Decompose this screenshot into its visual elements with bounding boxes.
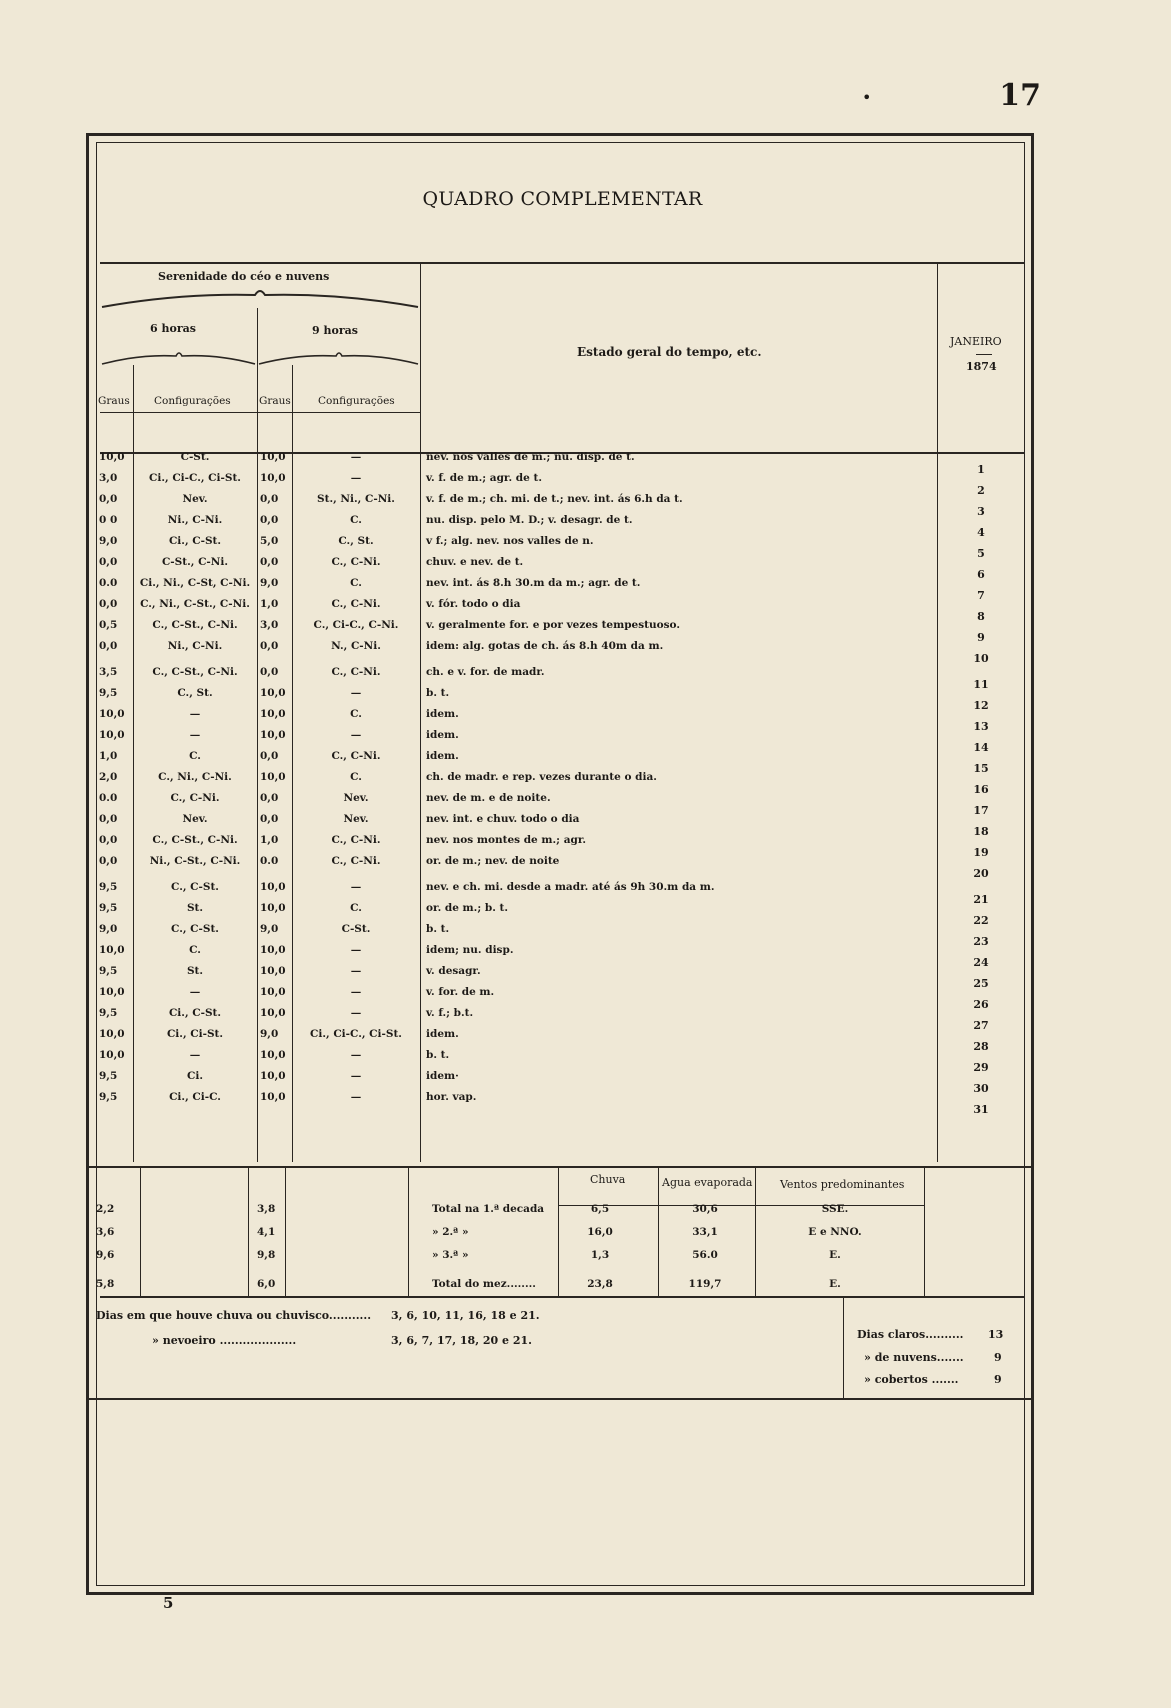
- summary-graus-6h: 5,8: [96, 1278, 115, 1290]
- row-graus-9h: 10,0: [260, 881, 286, 893]
- row-estado-geral: b. t.: [426, 923, 450, 935]
- row-estado-geral: idem.: [426, 1028, 459, 1040]
- row-graus-6h: 9,5: [99, 687, 118, 699]
- row-graus-6h: 9,0: [99, 923, 118, 935]
- row-config-6h: —: [189, 729, 201, 741]
- de-nuvens-label: » de nuvens.......: [864, 1351, 964, 1364]
- row-estado-geral: v. geralmente for. e por vezes tempestuoso.: [426, 619, 681, 631]
- row-estado-geral: ch. de madr. e rep. vezes durante o dia.: [426, 771, 657, 783]
- row-graus-9h: 10,0: [260, 729, 286, 741]
- row-config-6h: St.: [186, 902, 204, 914]
- footer-bottom-rule: [86, 1398, 1034, 1400]
- row-graus-6h: 9,5: [99, 1091, 118, 1103]
- row-day-number: 2: [977, 484, 985, 497]
- row-day-number: 26: [973, 998, 989, 1011]
- row-estado-geral: nev. de m. e de noite.: [426, 792, 551, 804]
- row-graus-9h: 0,0: [260, 666, 279, 678]
- summary-vento: E e NNO.: [808, 1226, 862, 1238]
- row-day-number: 17: [973, 804, 989, 817]
- row-config-9h: C., St.: [338, 535, 374, 547]
- summary-chuva: 16,0: [587, 1226, 613, 1238]
- row-graus-6h: 10,0: [99, 944, 125, 956]
- page-dot-mark: •: [862, 88, 872, 107]
- row-estado-geral: nev. nos valles de m.; nu. disp. de t.: [426, 451, 635, 463]
- row-day-number: 24: [973, 956, 989, 969]
- row-graus-9h: 9,0: [260, 1028, 279, 1040]
- row-graus-9h: 0.0: [260, 855, 279, 867]
- row-config-9h: C.: [350, 771, 362, 783]
- row-estado-geral: idem.: [426, 750, 459, 762]
- summary-label: Total na 1.ª decada: [432, 1203, 545, 1215]
- summary-chuva: 1,3: [590, 1249, 610, 1261]
- row-config-9h: C., C-Ni.: [331, 855, 381, 867]
- row-config-9h: C., C-Ni.: [331, 556, 381, 568]
- row-estado-geral: ch. e v. for. de madr.: [426, 666, 545, 678]
- row-estado-geral: or. de m.; b. t.: [426, 902, 509, 914]
- row-config-6h: —: [189, 708, 201, 720]
- row-config-6h: C., St.: [177, 687, 213, 699]
- sum-rule-7: [755, 1166, 756, 1296]
- summary-chuva: 6,5: [590, 1203, 610, 1215]
- sum-rule-5: [558, 1166, 559, 1296]
- header-year: 1874: [966, 360, 997, 373]
- dias-claros-value: 13: [988, 1328, 1004, 1341]
- row-day-number: 22: [973, 914, 989, 927]
- summary-label: » 3.ª »: [432, 1249, 469, 1261]
- cobertos-value: 9: [994, 1373, 1002, 1386]
- row-config-6h: C.: [189, 750, 201, 762]
- row-config-6h: Nev.: [182, 813, 208, 825]
- row-day-number: 1: [977, 463, 985, 476]
- sum-rule-8: [924, 1166, 925, 1296]
- row-day-number: 6: [977, 568, 985, 581]
- row-day-number: 18: [973, 825, 989, 838]
- row-graus-9h: 0,0: [260, 493, 279, 505]
- row-config-9h: —: [350, 965, 362, 977]
- row-graus-9h: 0,0: [260, 792, 279, 804]
- row-day-number: 25: [973, 977, 989, 990]
- brace-serenidade: [100, 287, 420, 309]
- de-nuvens-value: 9: [994, 1351, 1002, 1364]
- row-graus-6h: 0,0: [99, 855, 118, 867]
- month-underline: [976, 354, 992, 355]
- row-config-6h: Ci., C-St.: [168, 535, 222, 547]
- row-config-9h: —: [350, 729, 362, 741]
- row-config-9h: N., C-Ni.: [331, 640, 381, 652]
- row-config-9h: —: [350, 472, 362, 484]
- row-graus-9h: 10,0: [260, 451, 286, 463]
- row-graus-9h: 0,0: [260, 640, 279, 652]
- summary-label: » 2.ª »: [432, 1226, 469, 1238]
- summary-graus-9h: 3,8: [257, 1203, 276, 1215]
- row-day-number: 30: [973, 1082, 989, 1095]
- summary-agua-evaporada: 119,7: [688, 1278, 722, 1290]
- row-config-9h: C.: [350, 577, 362, 589]
- row-estado-geral: v. f.; b.t.: [426, 1007, 474, 1019]
- row-day-number: 27: [973, 1019, 989, 1032]
- row-estado-geral: v. desagr.: [426, 965, 481, 977]
- row-estado-geral: nu. disp. pelo M. D.; v. desagr. de t.: [426, 514, 633, 526]
- footer-nevoeiro-days: 3, 6, 7, 17, 18, 20 e 21.: [391, 1334, 532, 1347]
- row-config-9h: St., Ni., C-Ni.: [317, 493, 395, 505]
- row-graus-9h: 10,0: [260, 1049, 286, 1061]
- brace-9-horas: [257, 350, 420, 366]
- col-rule-9h: [257, 308, 258, 1162]
- row-estado-geral: v. f. de m.; agr. de t.: [426, 472, 542, 484]
- row-day-number: 9: [977, 631, 985, 644]
- row-config-9h: —: [350, 944, 362, 956]
- row-day-number: 23: [973, 935, 989, 948]
- row-graus-9h: 0,0: [260, 514, 279, 526]
- row-graus-6h: 0,0: [99, 493, 118, 505]
- row-estado-geral: chuv. e nev. de t.: [426, 556, 524, 568]
- row-day-number: 21: [973, 893, 989, 906]
- summary-bottom-rule: [100, 1296, 1025, 1298]
- row-graus-6h: 9,5: [99, 881, 118, 893]
- row-graus-6h: 10,0: [99, 1049, 125, 1061]
- row-estado-geral: v. fór. todo o dia: [426, 598, 521, 610]
- page-title: QUADRO COMPLEMENTAR: [422, 188, 703, 210]
- page-number: 17: [999, 78, 1041, 113]
- col-rule-graus6: [133, 365, 134, 1162]
- summary-graus-6h: 3,6: [96, 1226, 115, 1238]
- row-graus-9h: 10,0: [260, 965, 286, 977]
- row-graus-6h: 1,0: [99, 750, 118, 762]
- row-graus-6h: 9,5: [99, 1070, 118, 1082]
- row-config-9h: —: [350, 881, 362, 893]
- sum-rule-6: [658, 1166, 659, 1296]
- row-config-9h: —: [350, 1007, 362, 1019]
- footer-chuva-label: Dias em que houve chuva ou chuvisco...........: [96, 1309, 372, 1322]
- row-config-6h: Ci., Ni., C-St, C-Ni.: [139, 577, 251, 589]
- summary-graus-6h: 2,2: [96, 1203, 115, 1215]
- row-graus-9h: 10,0: [260, 708, 286, 720]
- row-config-9h: —: [350, 1070, 362, 1082]
- row-graus-9h: 5,0: [260, 535, 279, 547]
- summary-agua-evaporada: 30,6: [692, 1203, 718, 1215]
- row-graus-6h: 0,0: [99, 556, 118, 568]
- summary-top-rule: [86, 1166, 1034, 1168]
- header-chuva: Chuva: [590, 1173, 626, 1186]
- header-month: JANEIRO: [950, 335, 1002, 348]
- row-config-6h: C., C-St.: [171, 923, 219, 935]
- row-estado-geral: b. t.: [426, 1049, 450, 1061]
- row-estado-geral: v f.; alg. nev. nos valles de n.: [426, 535, 594, 547]
- row-graus-9h: 10,0: [260, 771, 286, 783]
- row-config-6h: C., C-St., C-Ni.: [152, 666, 238, 678]
- footer-nevoeiro-label: » nevoeiro ....................: [152, 1334, 297, 1347]
- row-graus-6h: 0.0: [99, 577, 118, 589]
- cobertos-label: » cobertos .......: [864, 1373, 959, 1386]
- header-graus-6h: Graus: [98, 395, 130, 407]
- summary-chuva: 23,8: [587, 1278, 613, 1290]
- row-day-number: 5: [977, 547, 985, 560]
- row-graus-9h: 1,0: [260, 834, 279, 846]
- row-graus-9h: 10,0: [260, 687, 286, 699]
- summary-vento: E.: [829, 1249, 841, 1261]
- row-config-9h: C.: [350, 708, 362, 720]
- row-config-9h: C., C-Ni.: [331, 666, 381, 678]
- row-day-number: 8: [977, 610, 985, 623]
- row-config-9h: —: [350, 451, 362, 463]
- row-estado-geral: v. for. de m.: [426, 986, 495, 998]
- row-graus-9h: 10,0: [260, 472, 286, 484]
- row-graus-6h: 10,0: [99, 986, 125, 998]
- subheader-rule: [100, 412, 420, 413]
- row-estado-geral: idem.: [426, 729, 459, 741]
- header-serenidade: Serenidade do céo e nuvens: [158, 270, 330, 283]
- row-config-6h: C-St.: [180, 451, 210, 463]
- sum-rule-4: [408, 1166, 409, 1296]
- row-day-number: 7: [977, 589, 985, 602]
- row-config-6h: Ci., Ci-C.: [169, 1091, 221, 1103]
- row-graus-9h: 10,0: [260, 1070, 286, 1082]
- row-estado-geral: b. t.: [426, 687, 450, 699]
- row-estado-geral: idem: alg. gotas de ch. ás 8.h 40m da m.: [426, 640, 664, 652]
- row-graus-6h: 0,5: [99, 619, 118, 631]
- row-config-9h: C.: [350, 514, 362, 526]
- row-config-6h: Ci., Ci-St.: [166, 1028, 224, 1040]
- row-graus-9h: 10,0: [260, 944, 286, 956]
- row-day-number: 19: [973, 846, 989, 859]
- row-config-6h: Nev.: [182, 493, 208, 505]
- footer-chuva-days: 3, 6, 10, 11, 16, 18 e 21.: [391, 1309, 540, 1322]
- sum-rule-1: [140, 1166, 141, 1296]
- col-rule-estado: [420, 262, 421, 1162]
- row-graus-6h: 10,0: [99, 729, 125, 741]
- row-graus-6h: 0,0: [99, 598, 118, 610]
- row-config-6h: C., C-St., C-Ni.: [152, 834, 238, 846]
- header-ventos: Ventos predominantes: [780, 1178, 905, 1191]
- row-graus-6h: 0 0: [99, 514, 118, 526]
- row-config-6h: C., C-St.: [171, 881, 219, 893]
- row-config-9h: C., Ci-C., C-Ni.: [313, 619, 399, 631]
- row-day-number: 4: [977, 526, 985, 539]
- row-config-6h: Ci., C-St.: [168, 1007, 222, 1019]
- row-graus-6h: 9,0: [99, 535, 118, 547]
- header-graus-9h: Graus: [259, 395, 291, 407]
- row-estado-geral: nev. int. ás 8.h 30.m da m.; agr. de t.: [426, 577, 641, 589]
- row-config-6h: C., C-St., C-Ni.: [152, 619, 238, 631]
- row-graus-9h: 10,0: [260, 1091, 286, 1103]
- col-rule-day: [937, 262, 938, 1162]
- row-config-6h: Ni., C-Ni.: [167, 640, 223, 652]
- summary-graus-9h: 9,8: [257, 1249, 276, 1261]
- footer-counts-rule: [843, 1298, 844, 1398]
- summary-graus-9h: 6,0: [257, 1278, 276, 1290]
- row-config-9h: —: [350, 986, 362, 998]
- row-day-number: 14: [973, 741, 989, 754]
- row-day-number: 31: [973, 1103, 989, 1116]
- row-estado-geral: v. f. de m.; ch. mi. de t.; nev. int. ás 6.h da t.: [426, 493, 683, 505]
- row-graus-6h: 10,0: [99, 1028, 125, 1040]
- row-graus-6h: 10,0: [99, 451, 125, 463]
- row-day-number: 3: [977, 505, 985, 518]
- row-day-number: 11: [973, 678, 989, 691]
- sum-rule-2: [248, 1166, 249, 1296]
- row-config-6h: C., Ni., C-St., C-Ni.: [140, 598, 250, 610]
- row-graus-9h: 0,0: [260, 556, 279, 568]
- row-day-number: 29: [973, 1061, 989, 1074]
- row-config-6h: C., C-Ni.: [170, 792, 220, 804]
- row-estado-geral: idem·: [426, 1070, 459, 1082]
- row-graus-9h: 1,0: [260, 598, 279, 610]
- row-graus-6h: 0,0: [99, 813, 118, 825]
- row-graus-9h: 10,0: [260, 902, 286, 914]
- col-rule-graus9: [292, 365, 293, 1162]
- row-config-6h: Ci., Ci-C., Ci-St.: [149, 472, 241, 484]
- row-config-9h: C., C-Ni.: [331, 598, 381, 610]
- header-9-horas: 9 horas: [312, 324, 358, 337]
- row-estado-geral: nev. int. e chuv. todo o dia: [426, 813, 580, 825]
- row-graus-6h: 10,0: [99, 708, 125, 720]
- header-top-rule: [100, 262, 1025, 264]
- row-graus-6h: 9,5: [99, 965, 118, 977]
- row-config-9h: C.: [350, 902, 362, 914]
- row-day-number: 16: [973, 783, 989, 796]
- row-config-6h: —: [189, 1049, 201, 1061]
- row-graus-9h: 10,0: [260, 986, 286, 998]
- row-config-6h: —: [189, 986, 201, 998]
- row-graus-6h: 3,0: [99, 472, 118, 484]
- row-graus-6h: 0,0: [99, 834, 118, 846]
- row-day-number: 28: [973, 1040, 989, 1053]
- leaf-mark: 5: [163, 1594, 174, 1612]
- row-config-9h: Nev.: [343, 813, 369, 825]
- row-config-9h: —: [350, 1049, 362, 1061]
- row-graus-9h: 9,0: [260, 577, 279, 589]
- summary-graus-6h: 9,6: [96, 1249, 115, 1261]
- row-day-number: 15: [973, 762, 989, 775]
- row-config-9h: C-St.: [341, 923, 371, 935]
- row-day-number: 13: [973, 720, 989, 733]
- summary-vento: E.: [829, 1278, 841, 1290]
- row-day-number: 10: [973, 652, 989, 665]
- row-config-6h: Ni., C-Ni.: [167, 514, 223, 526]
- row-config-9h: —: [350, 1091, 362, 1103]
- row-estado-geral: idem.: [426, 708, 459, 720]
- row-graus-6h: 2,0: [99, 771, 118, 783]
- header-config-6h: Configurações: [154, 395, 231, 407]
- summary-graus-9h: 4,1: [257, 1226, 276, 1238]
- row-estado-geral: idem; nu. disp.: [426, 944, 514, 956]
- row-graus-6h: 9,5: [99, 1007, 118, 1019]
- row-config-6h: St.: [186, 965, 204, 977]
- row-graus-9h: 10,0: [260, 1007, 286, 1019]
- header-config-9h: Configurações: [318, 395, 395, 407]
- row-estado-geral: nev. nos montes de m.; agr.: [426, 834, 587, 846]
- summary-vento: SSE.: [821, 1203, 849, 1215]
- row-graus-6h: 9,5: [99, 902, 118, 914]
- dias-claros-label: Dias claros..........: [857, 1328, 964, 1341]
- row-config-9h: —: [350, 687, 362, 699]
- row-estado-geral: nev. e ch. mi. desde a madr. até ás 9h 30.m da m.: [426, 881, 715, 893]
- summary-agua-evaporada: 56.0: [692, 1249, 718, 1261]
- row-graus-6h: 0.0: [99, 792, 118, 804]
- row-estado-geral: or. de m.; nev. de noite: [426, 855, 560, 867]
- row-config-6h: C-St., C-Ni.: [161, 556, 229, 568]
- row-graus-9h: 0,0: [260, 750, 279, 762]
- brace-6-horas: [100, 350, 257, 366]
- row-day-number: 12: [973, 699, 989, 712]
- row-graus-6h: 3,5: [99, 666, 118, 678]
- header-agua-evaporada: Agua evaporada: [662, 1176, 753, 1189]
- row-config-9h: Ci., Ci-C., Ci-St.: [310, 1028, 402, 1040]
- row-config-9h: C., C-Ni.: [331, 834, 381, 846]
- summary-label: Total do mez........: [432, 1278, 536, 1290]
- row-graus-6h: 0,0: [99, 640, 118, 652]
- row-config-9h: Nev.: [343, 792, 369, 804]
- row-graus-9h: 0,0: [260, 813, 279, 825]
- header-estado-geral: Estado geral do tempo, etc.: [577, 345, 762, 359]
- row-graus-9h: 3,0: [260, 619, 279, 631]
- row-config-9h: C., C-Ni.: [331, 750, 381, 762]
- row-config-6h: Ci.: [186, 1070, 203, 1082]
- row-graus-9h: 9,0: [260, 923, 279, 935]
- summary-agua-evaporada: 33,1: [692, 1226, 718, 1238]
- header-6-horas: 6 horas: [150, 322, 196, 335]
- row-config-6h: C.: [189, 944, 201, 956]
- row-day-number: 20: [973, 867, 989, 880]
- row-config-6h: Ni., C-St., C-Ni.: [149, 855, 241, 867]
- row-config-6h: C., Ni., C-Ni.: [158, 771, 232, 783]
- row-estado-geral: hor. vap.: [426, 1091, 477, 1103]
